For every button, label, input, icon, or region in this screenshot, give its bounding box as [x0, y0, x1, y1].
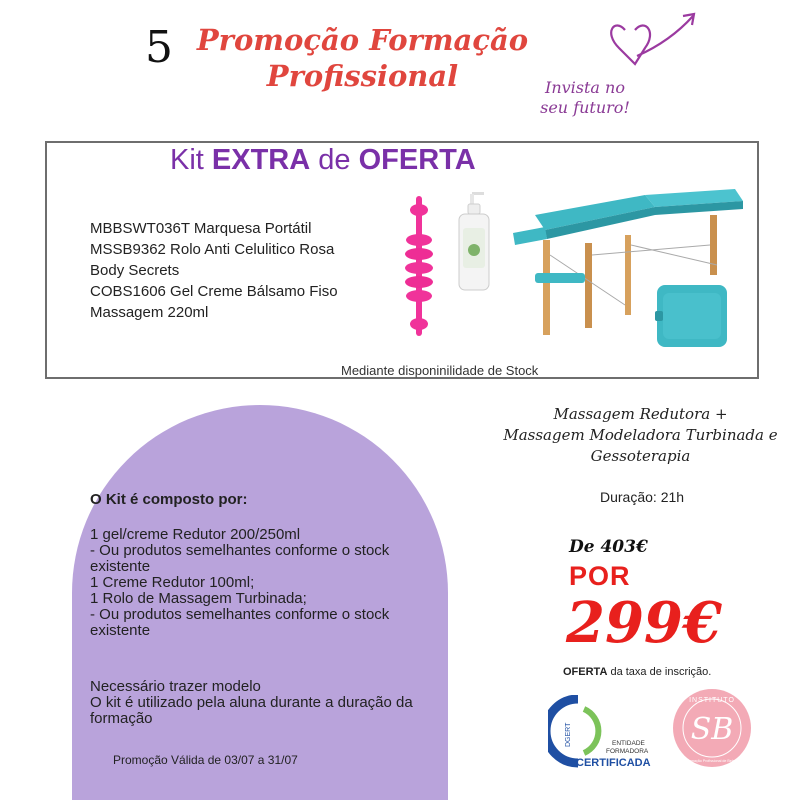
sb-initials: SB: [690, 712, 734, 747]
new-price: 299€: [566, 590, 722, 656]
sb-bottom-text: Formação Profissional de Beleza: [685, 759, 739, 763]
kit-item: MSSB9362 Rolo Anti Celulitico Rosa: [90, 241, 335, 258]
cert-line3: CERTIFICADA: [576, 757, 651, 769]
composition-line: - Ou produtos semelhantes conforme o stock existente: [90, 606, 390, 639]
sb-top-text: INSTITUTO: [689, 697, 735, 704]
kit-title-extra: EXTRA: [211, 144, 311, 176]
composition-list: [90, 527, 430, 639]
offer-rest: da taxa de inscrição.: [607, 666, 712, 678]
cert-line1: ENTIDADE: [612, 740, 645, 747]
course-title-line3: Gessoterapia: [590, 447, 691, 465]
old-price: De 403€: [569, 537, 648, 557]
slogan-line2: seu futuro!: [540, 98, 630, 117]
kit-item-list: [90, 218, 380, 323]
offer-bold: OFERTA: [563, 666, 608, 678]
instituto-sb-logo: [672, 688, 752, 768]
kit-title: [170, 144, 476, 177]
promo-number: 5: [145, 22, 173, 73]
composition-line: 1 Rolo de Massagem Turbinada;: [90, 590, 307, 607]
course-title-line1: Massagem Redutora +: [553, 405, 728, 423]
composition-note: O kit é utilizado pela aluna durante a duração da formação: [90, 694, 413, 727]
kit-item: COBS1606 Gel Creme Bálsamo Fiso: [90, 283, 338, 300]
composition-line: - Ou produtos semelhantes conforme o stock existente: [90, 542, 390, 575]
course-title: [478, 404, 800, 467]
heart-arrow-icon: [605, 8, 700, 68]
composition-notes: [90, 679, 435, 727]
course-title-line2: Massagem Modeladora Turbinada e: [503, 426, 778, 444]
offer-note: [563, 666, 711, 678]
promo-title-line1: Promoção Formação: [196, 23, 529, 57]
slogan: [530, 78, 640, 118]
kit-title-mid: de: [310, 144, 359, 176]
stock-note: Mediante disponinilidade de Stock: [341, 363, 539, 378]
promo-title: [195, 22, 530, 94]
kit-item: MBBSWT036T Marquesa Portátil: [90, 220, 312, 237]
composition-line: 1 gel/creme Redutor 200/250ml: [90, 526, 301, 543]
kit-item: Body Secrets: [90, 262, 180, 279]
kit-item: Massagem 220ml: [90, 304, 209, 321]
massage-table-icon: [505, 185, 745, 355]
promo-validity: Promoção Válida de 03/07 a 31/07: [113, 753, 298, 767]
certified-entity-badge: [548, 695, 658, 770]
slogan-line1: Invista no: [545, 78, 625, 97]
composition-note: Necessário trazer modelo: [90, 678, 261, 695]
massage-roller-icon: [404, 196, 434, 336]
kit-title-oferta: OFERTA: [358, 144, 476, 176]
composition-title: O Kit é composto por:: [90, 491, 248, 508]
course-duration: Duração: 21h: [600, 489, 685, 505]
promo-title-line2: Profissional: [266, 59, 459, 93]
cert-line2: FORMADORA: [606, 748, 649, 755]
gel-bottle-icon: [456, 192, 492, 292]
price-por-label: POR: [569, 561, 631, 591]
composition-line: 1 Creme Redutor 100ml;: [90, 574, 255, 591]
cert-code: DGERT: [565, 722, 572, 747]
kit-title-prefix: Kit: [170, 144, 212, 176]
